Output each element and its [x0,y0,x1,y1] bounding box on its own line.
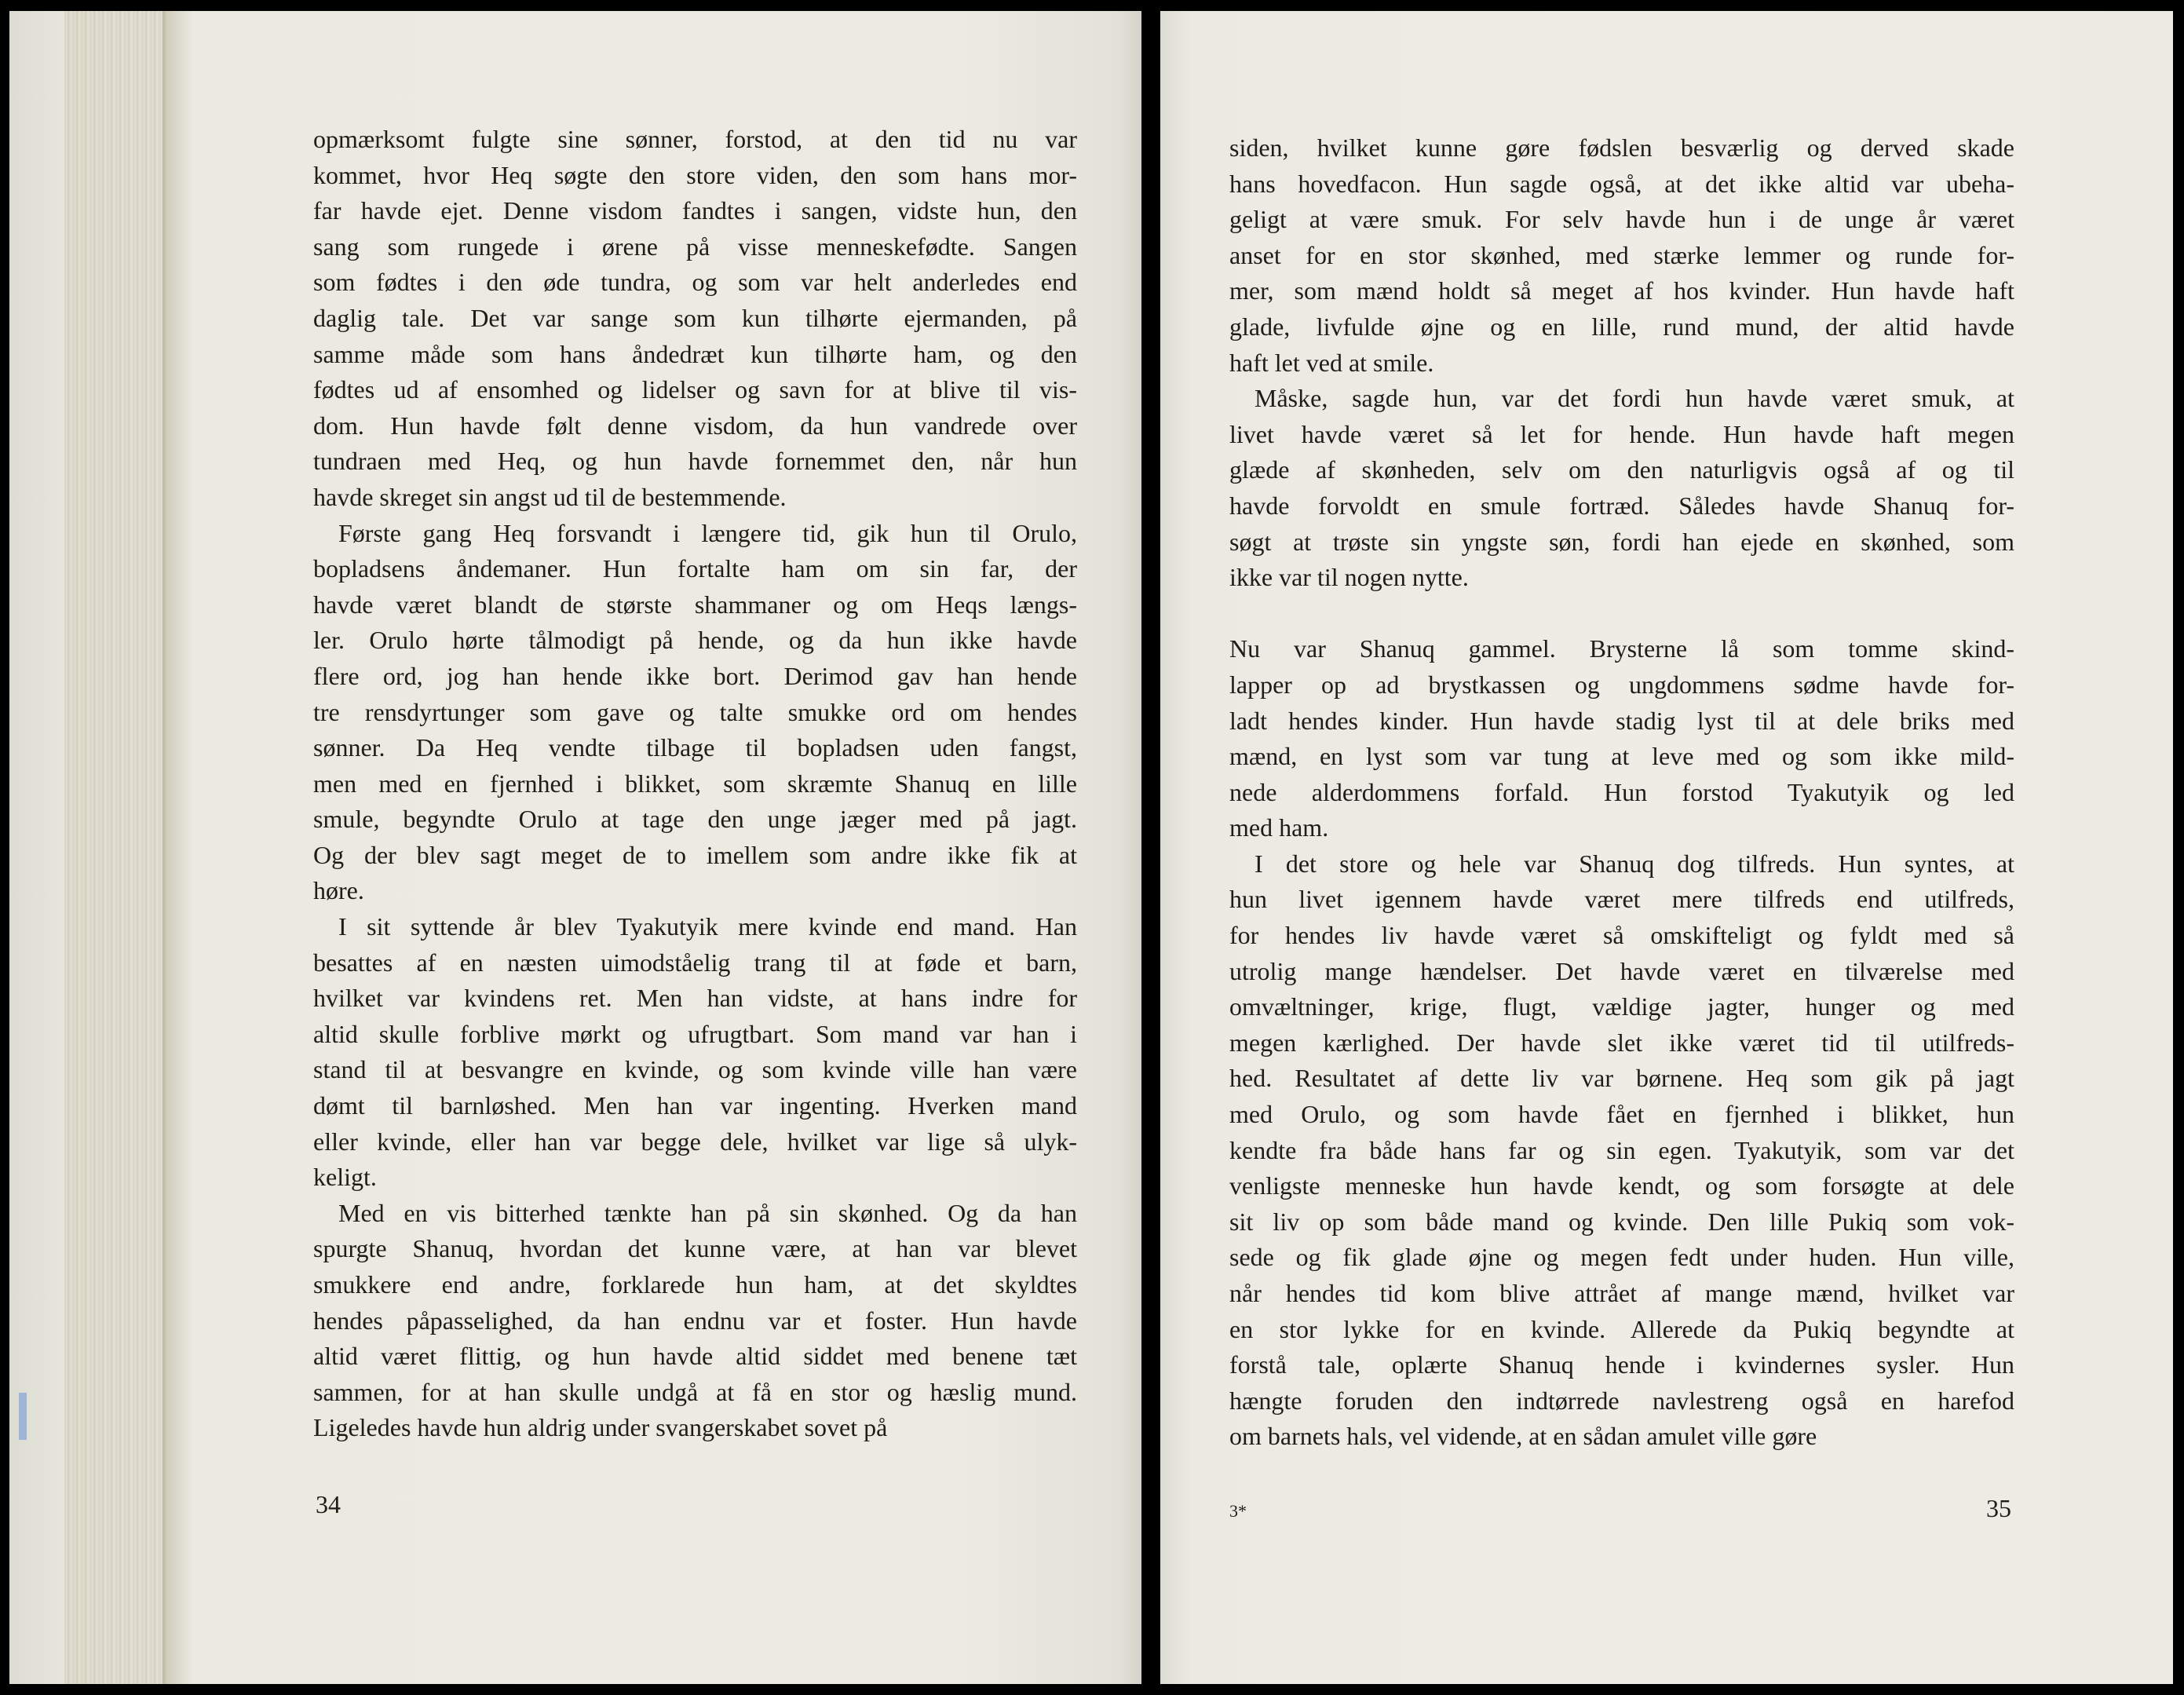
left-page-number: 34 [316,1490,341,1518]
left-page-text [313,122,1077,1446]
text-line: hængte foruden den indtørrede navlestreng også en harefod [1229,1386,2014,1415]
blank-line [1229,596,2014,632]
text-line: søgt at trøste sin yngste søn, fordi han ejede en skønhed, som [1229,527,2014,556]
text-line: når hendes tid kom blive attrået af mange mænd, hvilket var [1229,1279,2014,1307]
text-line: hvilket var kvindens ret. Men han vidste, at hans indre for [313,984,1077,1013]
text-line: dømt til barnløshed. Men han var ingenting. Hverken mand [313,1091,1077,1120]
text-line: altid været flittig, og hun havde altid siddet med benene tæt [313,1342,1077,1371]
text-line: havde skreget sin angst ud til de bestemmende. [313,482,787,511]
right-page-text [1229,130,2014,1455]
text-line: daglig tale. Det var sange som kun tilhørte ejermanden, på [313,303,1077,332]
text-line: opmærksomt fulgte sine sønner, forstod, at den tid nu var [313,125,1077,153]
text-line: ikke var til nogen nytte. [1229,563,1469,592]
right-page-number: 35 [1986,1494,2011,1522]
text-line: kommet, hvor Heq søgte den store viden, den som hans mor- [313,160,1077,189]
text-line: sede og fik glade øjne og megen fedt under huden. Hun ville, [1229,1243,2014,1272]
text-line: I sit syttende år blev Tyakutyik mere kvinde end mand. Han [338,912,1077,941]
text-line: sønner. Da Heq vendte tilbage til bopladsen uden fangst, [313,733,1077,762]
text-line: livet havde været så let for hende. Hun havde haft megen [1229,419,2014,448]
text-line: men med en fjernhed i blikket, som skræmte Shanuq en lille [313,769,1077,798]
text-line: bopladsens åndemaner. Hun fortalte ham om sin far, der [313,554,1077,583]
text-line: sammen, for at han skulle undgå at få en stor og hæslig mund. [313,1377,1077,1406]
text-line: flere ord, jog han hende ikke bort. Derimod gav han hende [313,661,1077,690]
text-line: stand til at besvangre en kvinde, og som kvinde ville han være [313,1055,1077,1084]
text-line: om barnets hals, vel vidende, at en sådan amulet ville gøre [1229,1422,1817,1451]
text-line: I det store og hele var Shanuq dog tilfreds. Hun syntes, at [1255,849,2014,878]
text-line: samme måde som hans åndedræt kun tilhørte ham, og den [313,339,1077,368]
text-line: far havde ejet. Denne visdom fandtes i sangen, vidste hun, den [313,196,1077,225]
text-line: havde forvoldt en smule fortræd. Således havde Shanuq for- [1229,491,2014,520]
text-line: altid skulle forblive mørkt og ufrugtbart. Som mand var han i [313,1019,1077,1048]
text-line: smukkere end andre, forklarede hun ham, at det skyldtes [313,1270,1077,1299]
text-line: glæde af skønheden, selv om den naturligvis også af og til [1229,455,2014,484]
text-line: eller kvinde, eller han var begge dele, hvilket var lige så ulyk- [313,1127,1077,1156]
text-line: siden, hvilket kunne gøre fødslen besværlig og derved skade [1229,133,2014,162]
text-line: for hendes liv havde været så omskifteligt og fyldt med så [1229,921,2014,950]
text-line: smule, begyndte Orulo at tage den unge jæger med på jagt. [313,805,1077,834]
text-line: med ham. [1229,813,1329,842]
text-line: en stor lykke for en kvinde. Allerede da Pukiq begyndte at [1229,1314,2014,1343]
signature-mark: 3* [1229,1501,1247,1521]
text-line: megen kærlighed. Der havde slet ikke været tid til utilfreds- [1229,1028,2014,1057]
text-line: keligt. [313,1163,377,1192]
text-line: forstå tale, oplærte Shanuq hende i kvindernes sysler. Hun [1229,1350,2014,1379]
text-line: utrolig mange hændelser. Det havde været en tilværelse med [1229,956,2014,985]
text-line: Ligeledes havde hun aldrig under svangerskabet sovet på [313,1413,888,1442]
text-line: ladt hendes kinder. Hun havde stadig lyst til at dele briks med [1229,706,2014,735]
text-line: høre. [313,876,364,905]
text-line: glade, livfulde øjne og en lille, rund mund, der altid havde [1229,312,2014,341]
text-line: hed. Resultatet af dette liv var børnene. Heq som gik på jagt [1229,1064,2014,1093]
text-line: venligste menneske hun havde kendt, og som forsøgte at dele [1229,1171,2014,1200]
text-line: lapper op ad brystkassen og ungdommens sødme havde for- [1229,670,2014,699]
text-line: fødtes ud af ensomhed og lidelser og savn for at blive til vis- [313,375,1077,404]
text-line: sit liv op som både mand og kvinde. Den lille Pukiq som vok- [1229,1207,2014,1236]
text-line: spurgte Shanuq, hvordan det kunne være, at han var blevet [313,1234,1077,1263]
text-line: haft let ved at smile. [1229,348,1434,377]
text-line: hans hovedfacon. Hun sagde også, at det ikke altid var ubeha- [1229,169,2014,198]
text-line: mænd, en lyst som var tung at leve med og som ikke mild- [1229,742,2014,771]
text-line: havde været blandt de største shammaner og om Heqs længs- [313,590,1077,619]
text-line: Måske, sagde hun, var det fordi hun havde været smuk, at [1255,384,2014,413]
text-line: geligt at være smuk. For selv havde hun i de unge år været [1229,205,2014,234]
text-line: hun livet igennem havde været mere tilfreds end utilfreds, [1229,885,2014,914]
page-gutter-shadow [163,11,194,1684]
text-line: mer, som mænd holdt så meget af hos kvinder. Hun havde haft [1229,276,2014,305]
text-line: ler. Orulo hørte tålmodigt på hende, og da hun ikke havde [313,626,1077,655]
text-line: anset for en stor skønhed, med stærke lemmer og runde for- [1229,240,2014,269]
text-line: tre rensdyrtunger som gave og talte smukke ord om hendes [313,697,1077,726]
text-line: Og der blev sagt meget de to imellem som andre ikke fik at [313,840,1077,869]
text-line: Nu var Shanuq gammel. Brysterne lå som tomme skind- [1229,634,2014,663]
text-line: med Orulo, og som havde fået en fjernhed i blikket, hun [1229,1100,2014,1129]
text-line: sang som rungede i ørene på visse menneskefødte. Sangen [313,232,1077,261]
text-line: nede alderdommens forfald. Hun forstod Tyakutyik og led [1229,777,2014,806]
text-line: Første gang Heq forsvandt i længere tid, gik hun til Orulo, [338,518,1077,547]
text-line: tundraen med Heq, og hun havde fornemmet den, når hun [313,447,1077,476]
text-line: omvæltninger, krige, flugt, vældige jagter, hunger og med [1229,992,2014,1021]
text-line: kendte fra både hans far og sin egen. Tyakutyik, som var det [1229,1135,2014,1164]
text-line: besattes af en næsten uimodståelig trang til at føde et barn, [313,948,1077,977]
page-edges [64,11,166,1684]
text-line: dom. Hun havde følt denne visdom, da hun vandrede over [313,411,1077,440]
text-line: som fødtes i den øde tundra, og som var helt anderledes end [313,268,1077,297]
text-line: Med en vis bitterhed tænkte han på sin skønhed. Og da han [338,1198,1077,1227]
blue-tab-mark [19,1393,27,1440]
text-line: hendes påpasselighed, da han endnu var et foster. Hun havde [313,1306,1077,1335]
